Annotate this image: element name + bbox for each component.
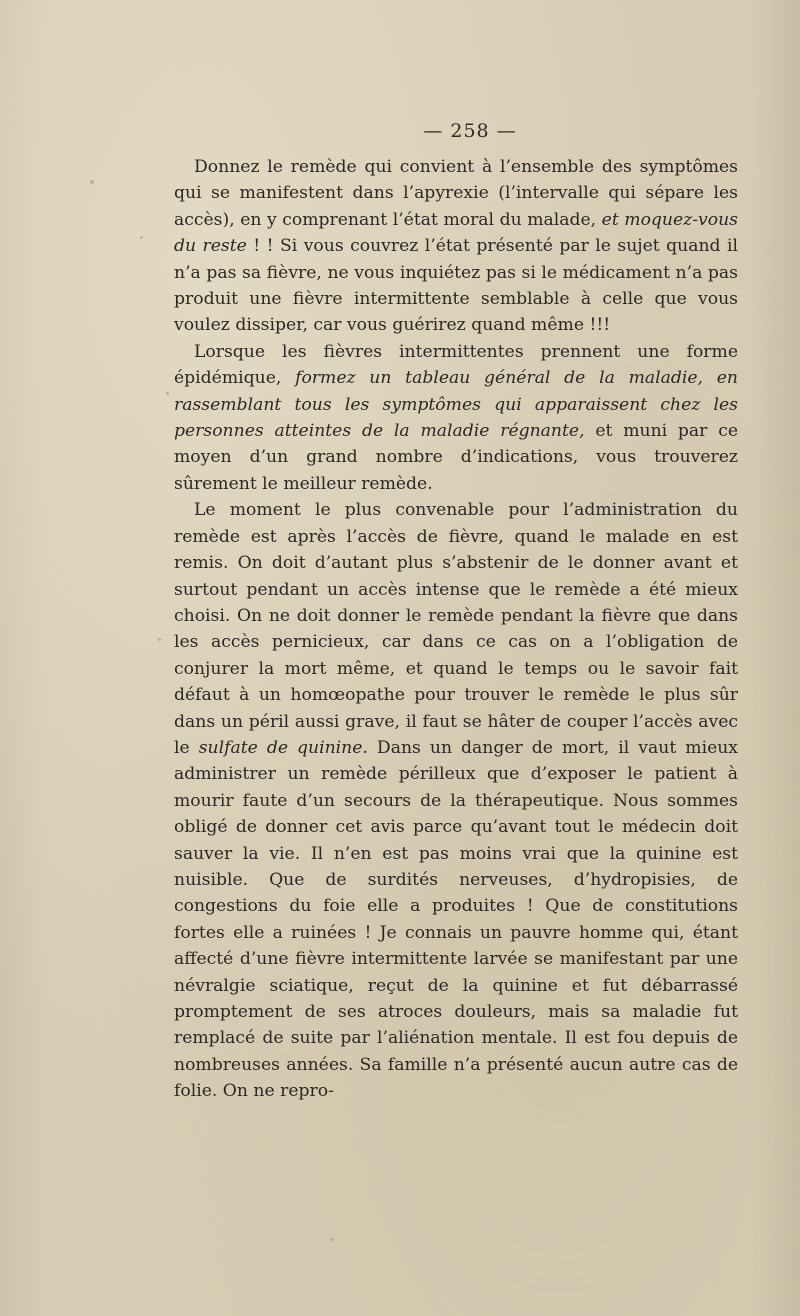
paper-speck	[158, 638, 161, 641]
paper-speck	[330, 1238, 333, 1241]
text-run: Dans un danger de mort, il vaut mieux administrer un remède périlleux que d’exposer le patient à mourir faute d’un secours de la thérapeutique. Nous sommes obligé de donner cet avis parce qu’avant tout le médecin doit sauver la vie. Il n’en est pas moins vrai que la quinine est nuisible. Que de surdités nerveuses, d’hydropisies, de congestions du foie elle a produites ! Que de constitutions fortes elle a ruinées ! Je connais un pauvre homme qui, étant affecté d’une fièvre intermittente larvée se manifestant par une névralgie sciatique, reçut de la quinine et fut débarrassé promptement de ses atroces douleurs, mais sa maladie fut remplacé de suite par l’aliénation mentale. Il est fou depuis de nombreuses années. Sa famille n’a présenté aucun autre cas de folie. On ne repro-	[174, 737, 739, 1102]
page-number: — 258 —	[423, 120, 517, 142]
text-run: Le moment le plus convenable pour l’administration du remède est après l’accès de fièvre, quand le malade en est remis. On doit d’autant plus s’abstenir de le donner avant et surtout pendant un accès intense que le remède a été mieux choisi. On ne doit donner le remède pendant la fièvre que dans les accès pernicieux, car dans ce cas on a l’obligation de conjurer la mort même, et quand le temps ou le savoir fait défaut à un homœopathe pour trouver le remède le plus sûr dans un péril aussi grave, il faut se hâter de couper l’accès avec le	[174, 500, 738, 758]
paragraph	[174, 339, 738, 497]
paragraph	[174, 154, 738, 339]
text-run: Donnez le remède qui convient à l’ensemble des symptômes qui se manifestent dans l’apyrexie (l’intervalle qui sépare les accès), en y comprenant l’état moral du malade,	[174, 157, 738, 230]
text-run: et muni par ce moyen d’un grand nombre d’indications, vous trouverez sûrement le meilleur remède.	[174, 421, 738, 494]
text-run: Lorsque les fièvres intermittentes prennent une forme épidémique,	[174, 341, 738, 389]
paper-speck	[140, 236, 143, 239]
body-text	[174, 154, 738, 1105]
paper-speck	[166, 392, 169, 395]
paper-speck	[90, 180, 94, 184]
italic-run: et moquez-vous du reste	[174, 209, 738, 257]
text-run: ! ! Si vous couvrez l’état présenté par le sujet quand il n’a pas sa fièvre, ne vous inquiétez pas si le médicament n’a pas produit une fièvre intermittente semblable à celle que vous voulez dissiper, car vous guérirez quand même !!!	[174, 236, 738, 336]
paragraph	[174, 497, 738, 1104]
italic-run: sulfate de quinine.	[198, 737, 368, 758]
italic-run: formez un tableau général de la maladie, en rassemblant tous les symptômes qui apparaissent chez les personnes atteintes de la maladie régnante,	[174, 368, 738, 442]
